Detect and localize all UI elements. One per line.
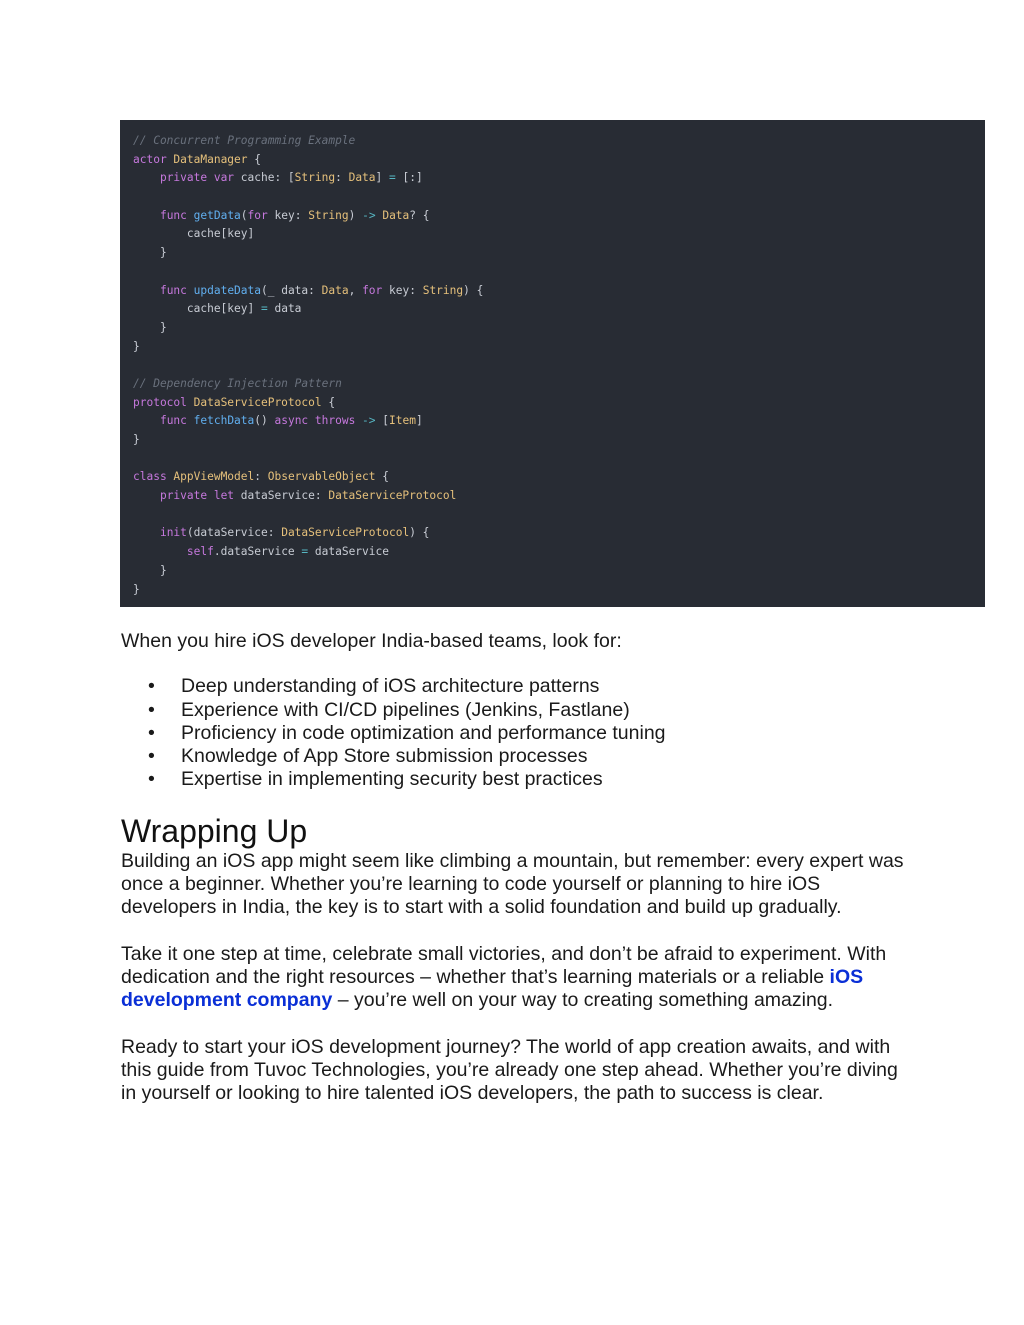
code-token: }	[133, 339, 140, 353]
code-token: cache: [	[240, 171, 295, 185]
code-line	[133, 506, 985, 525]
intro-text: When you hire iOS developer India-based teams, look for:	[121, 630, 622, 652]
code-token: ,	[348, 283, 363, 297]
code-token: key:	[382, 283, 423, 297]
code-token: init	[159, 526, 187, 540]
code-token: {	[247, 152, 261, 166]
bullet-icon: •	[148, 745, 155, 768]
code-line	[133, 412, 985, 431]
code-token: ObservableObject	[267, 470, 376, 484]
code-line	[133, 282, 985, 301]
section-heading: Wrapping Up	[121, 812, 308, 849]
code-token: (dataService:	[186, 526, 282, 540]
code-token: ]	[415, 414, 423, 428]
code-token: self	[186, 545, 214, 559]
code-token: ) {	[409, 526, 430, 540]
code-line	[133, 151, 985, 170]
code-token: for	[362, 283, 383, 297]
code-token: }	[133, 563, 167, 577]
code-token: (	[240, 208, 248, 222]
ios-development-company-link[interactable]: iOS development company	[121, 965, 864, 1012]
code-token: .dataService	[213, 545, 302, 559]
code-token	[133, 284, 160, 297]
code-token: fetchData	[193, 414, 255, 428]
list-item	[121, 768, 911, 791]
code-token	[133, 545, 187, 558]
code-token: getData	[193, 208, 241, 222]
list-item	[121, 745, 911, 768]
code-token: Data	[382, 208, 410, 222]
code-token: String	[294, 171, 336, 185]
code-token: DataServiceProtocol	[281, 526, 410, 540]
code-line	[133, 468, 985, 487]
bullet-icon: •	[148, 698, 155, 721]
code-token: DataServiceProtocol	[328, 489, 457, 503]
code-token: ->	[362, 208, 376, 222]
code-token: func	[159, 283, 194, 297]
code-token: :	[254, 470, 268, 484]
code-token: ? {	[409, 208, 430, 222]
code-line	[133, 562, 985, 581]
code-token: String	[422, 283, 464, 297]
code-token: }	[133, 582, 140, 596]
paragraph-take-it-one-step	[121, 943, 911, 1013]
list-item	[121, 699, 911, 722]
code-line	[133, 375, 985, 394]
code-token: func	[159, 208, 194, 222]
code-token: key:	[267, 208, 309, 222]
paragraph-building: Building an iOS app might seem like climbing a mountain, but remember: every expert was once a beginner. Whether you’re learning to code yourself or planning to hire iOS developers in India, the key is to start with a solid foundation and build up gradually.	[121, 849, 904, 919]
code-token: DataManager	[173, 152, 248, 166]
code-token	[133, 526, 160, 539]
code-line	[133, 394, 985, 413]
code-token: ()	[254, 414, 275, 428]
code-token: actor	[133, 152, 174, 166]
code-line	[133, 581, 985, 600]
code-line	[133, 225, 985, 244]
list-item-text: Proficiency in code optimization and performance tuning	[181, 721, 666, 744]
code-token: dataService:	[240, 489, 329, 503]
code-token: )	[348, 208, 363, 222]
code-line	[133, 543, 985, 562]
paragraph-text: – you’re well on your way to creating something amazing.	[332, 989, 834, 1012]
code-token: private let	[159, 489, 241, 503]
code-token: func	[159, 414, 194, 428]
list-item	[121, 675, 911, 698]
paragraph-text: Take it one step at time, celebrate small victories, and don’t be afraid to experiment. With dedication and the right resources – whether that’s learning materials or a reliable	[121, 942, 887, 988]
code-token: Data	[321, 283, 349, 297]
bullet-icon: •	[148, 675, 155, 698]
code-token: :	[335, 171, 349, 185]
code-line	[133, 450, 985, 469]
code-token: private var	[159, 171, 241, 185]
code-line	[133, 431, 985, 450]
code-token: updateData	[193, 283, 261, 297]
code-token: ) {	[463, 283, 484, 297]
code-token: cache[key]	[133, 227, 255, 241]
code-token: }	[133, 433, 140, 446]
code-token: dataService	[308, 545, 389, 559]
code-token: Data	[348, 171, 376, 185]
code-line	[133, 487, 985, 506]
code-token: {	[375, 470, 389, 484]
code-token	[133, 414, 160, 427]
code-token: String	[308, 208, 349, 222]
code-line	[133, 169, 985, 188]
list-item	[121, 722, 911, 745]
code-token: =	[301, 545, 309, 559]
code-token: }	[133, 320, 167, 334]
code-token: DataServiceProtocol	[193, 395, 322, 409]
code-token: for	[247, 208, 268, 222]
list-item-text: Experience with CI/CD pipelines (Jenkins, Fastlane)	[181, 698, 630, 721]
code-line	[133, 188, 985, 207]
code-token	[133, 171, 160, 184]
bullet-icon: •	[148, 721, 155, 744]
code-line	[133, 263, 985, 282]
code-line	[133, 338, 985, 357]
code-token: data	[267, 302, 302, 316]
code-token	[133, 209, 160, 222]
code-token: =	[260, 302, 268, 316]
bullet-icon: •	[148, 768, 155, 791]
code-line	[133, 319, 985, 338]
code-token: [	[375, 414, 390, 428]
code-token: AppViewModel	[173, 470, 255, 484]
code-token: Item	[389, 414, 416, 428]
code-token: }	[133, 246, 167, 260]
code-token: {	[321, 395, 336, 409]
code-token: ]	[375, 171, 390, 185]
code-line	[133, 132, 985, 151]
code-block	[120, 120, 985, 607]
code-token: async throws	[274, 414, 363, 428]
paragraph-ready-to-start: Ready to start your iOS development journey? The world of app creation awaits, and with this guide from Tuvoc Technologies, you’re already one step ahead. Whether you’re diving in yourself or looking to hire talented iOS developers, the path to success is clear.	[121, 1035, 898, 1105]
code-line	[133, 244, 985, 263]
code-token	[133, 489, 160, 502]
list-item-text: Deep understanding of iOS architecture patterns	[181, 675, 600, 698]
code-token: protocol	[133, 395, 194, 409]
code-token: [:]	[395, 171, 423, 185]
code-token: ->	[362, 414, 376, 428]
list-item-text: Knowledge of App Store submission processes	[181, 745, 588, 768]
code-token: =	[389, 171, 396, 185]
list-item-text: Expertise in implementing security best practices	[181, 768, 603, 791]
code-token: class	[133, 470, 174, 484]
code-token: (_ data:	[261, 283, 322, 297]
article-content	[121, 630, 911, 1128]
code-line	[133, 300, 985, 319]
code-token: // Concurrent Programming Example	[133, 134, 356, 147]
code-token: cache[key]	[133, 302, 261, 316]
code-token: // Dependency Injection Pattern	[133, 376, 342, 390]
code-line	[133, 356, 985, 375]
code-line	[133, 524, 985, 543]
requirements-list	[121, 675, 911, 791]
code-line	[133, 207, 985, 226]
